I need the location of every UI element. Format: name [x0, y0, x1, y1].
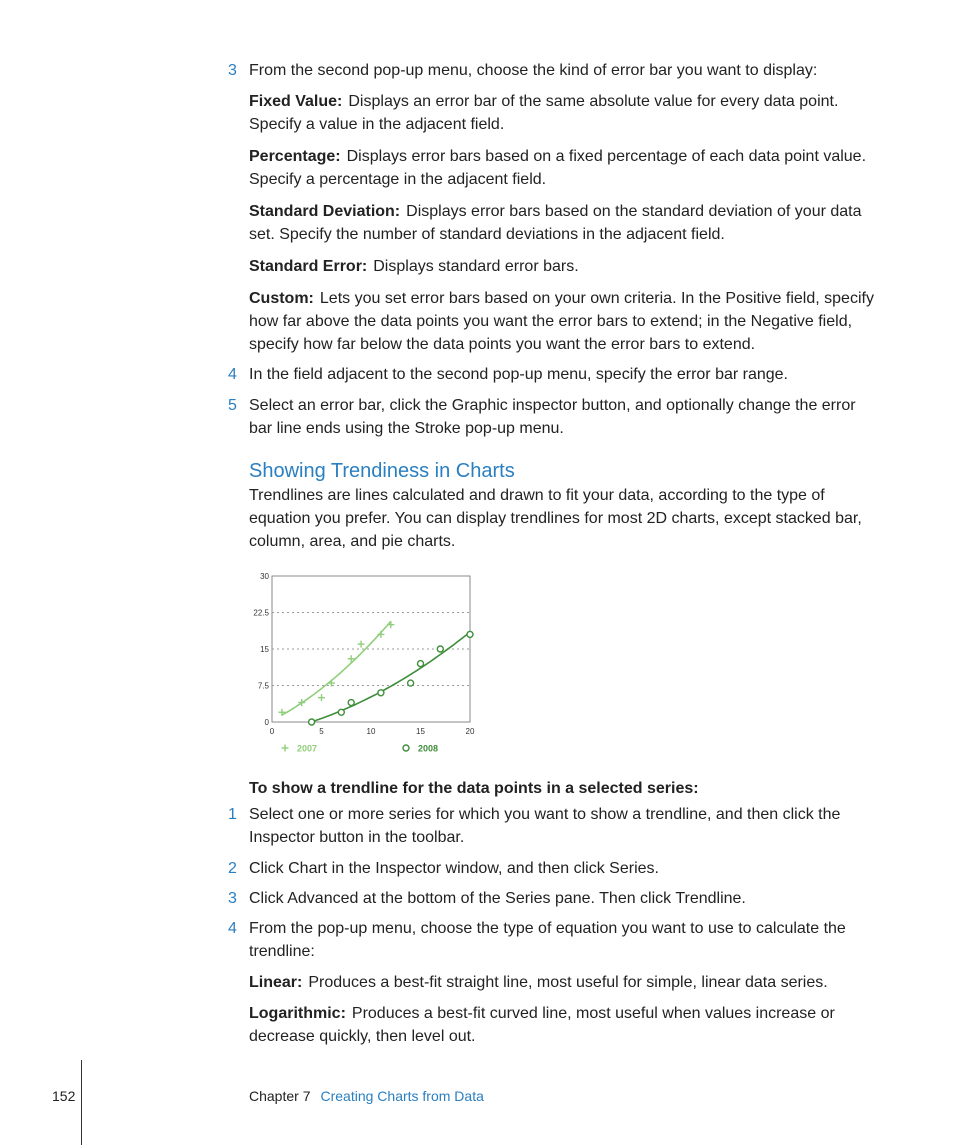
- legend-marker-2008: [403, 745, 409, 751]
- procedure-title: To show a trendline for the data points in a selected series:: [249, 780, 699, 797]
- data-points: [278, 621, 473, 725]
- option-standard-deviation: [249, 200, 879, 246]
- step-3-error-bar: [228, 59, 879, 82]
- section-intro: Trendlines are lines calculated and drawn to fit your data, according to the type of equation you prefer. You can display trendlines for most 2D charts, except stacked bar, column, area, and pie charts.: [249, 487, 862, 550]
- x-tick-label: 0: [269, 727, 275, 736]
- option-fixed-value: [249, 90, 879, 136]
- option-desc: Produces a best-fit straight line, most useful for simple, linear data series.: [308, 974, 828, 991]
- option-term: Standard Deviation:: [249, 203, 401, 220]
- step-number: 2: [228, 860, 237, 877]
- trendline-2007: [282, 621, 391, 715]
- option-term: Custom:: [249, 290, 314, 307]
- option-desc: Displays error bars based on a fixed percentage of each data point value. Specify a percentage in the adjacent field.: [249, 148, 867, 188]
- option-desc: Lets you set error bars based on your own criteria. In the Positive field, specify how far above the data points you want the error bars to extend; in the Negative field, specify how far below the data points you want the error bars to extend.: [249, 290, 874, 353]
- step-text: From the pop-up menu, choose the type of equation you want to use to calculate the trendline:: [249, 920, 846, 960]
- step-text: Click Advanced at the bottom of the Series pane. Then click Trendline.: [249, 890, 746, 907]
- data-point-2008: [418, 661, 424, 667]
- y-tick-label: 7.5: [257, 681, 269, 691]
- y-tick-label: 22.5: [253, 608, 269, 618]
- data-point-2008: [437, 646, 443, 652]
- data-point-2007: [318, 694, 325, 701]
- legend-marker-2007: [282, 745, 289, 752]
- option-desc: Displays error bars based on the standard deviation of your data set. Specify the number of standard deviations in the adjacent field.: [249, 203, 862, 243]
- data-point-2008: [348, 700, 354, 706]
- option-term: Linear:: [249, 974, 303, 991]
- section-heading: Showing Trendiness in Charts: [249, 460, 515, 482]
- footer-chapter: [249, 1088, 484, 1104]
- option-desc: Displays standard error bars.: [373, 258, 579, 275]
- step-number: 5: [228, 397, 237, 414]
- option-term: Percentage:: [249, 148, 341, 165]
- option-term: Fixed Value:: [249, 93, 343, 110]
- procedure-step-2: [228, 857, 879, 880]
- option-term: Standard Error:: [249, 258, 368, 275]
- y-tick-label: 30: [260, 572, 269, 581]
- step-number: 1: [228, 806, 237, 823]
- procedure-step-1: [228, 803, 879, 849]
- y-tick-label: 0: [264, 718, 269, 727]
- trendline-chart: [240, 566, 480, 761]
- option-standard-error: [249, 255, 879, 278]
- chart-legend: [282, 744, 439, 754]
- data-point-2007: [278, 709, 285, 716]
- x-axis-ticks: [270, 727, 475, 736]
- footer-divider: [81, 1060, 82, 1145]
- data-point-2007: [358, 641, 365, 648]
- page-number: 152: [52, 1088, 76, 1104]
- step-text: Click Chart in the Inspector window, and then click Series.: [249, 860, 659, 877]
- option-custom: [249, 287, 879, 356]
- step-text: Select an error bar, click the Graphic inspector button, and optionally change the error bar line ends using the Stroke pop-up menu.: [249, 397, 856, 437]
- step-number: 3: [228, 890, 237, 907]
- data-point-2008: [378, 690, 384, 696]
- data-point-2008: [338, 709, 344, 715]
- data-point-2007: [377, 631, 384, 638]
- procedure-step-4: [228, 917, 879, 963]
- option-linear: [249, 971, 879, 994]
- data-point-2008: [467, 631, 473, 637]
- step-number: 3: [228, 62, 237, 79]
- legend-label-2007: 2007: [297, 743, 318, 754]
- procedure-step-3: [228, 887, 879, 910]
- data-point-2007: [387, 621, 394, 628]
- step-number: 4: [228, 366, 237, 383]
- x-tick-label: 20: [465, 727, 475, 736]
- data-point-2008: [408, 680, 414, 686]
- y-tick-label: 15: [260, 645, 269, 654]
- option-desc: Displays an error bar of the same absolute value for every data point. Specify a value in the adjacent field.: [249, 93, 839, 133]
- step-text: Select one or more series for which you want to show a trendline, and then click the Inspector button in the toolbar.: [249, 806, 841, 846]
- option-term: Logarithmic:: [249, 1005, 346, 1022]
- chapter-label: Chapter 7: [249, 1088, 311, 1104]
- step-5-graphic-inspector: [228, 394, 879, 440]
- chapter-title-link[interactable]: Creating Charts from Data: [320, 1088, 484, 1104]
- y-axis-ticks: [253, 572, 269, 727]
- trendlines: [282, 621, 470, 722]
- option-percentage: [249, 145, 879, 191]
- step-4-range: [228, 363, 879, 386]
- step-number: 4: [228, 920, 237, 937]
- x-tick-label: 5: [319, 727, 324, 736]
- x-tick-label: 15: [416, 727, 425, 736]
- step-text: From the second pop-up menu, choose the kind of error bar you want to display:: [249, 62, 818, 79]
- option-logarithmic: [249, 1002, 879, 1048]
- x-tick-label: 10: [366, 727, 376, 736]
- step-text: In the field adjacent to the second pop-up menu, specify the error bar range.: [249, 366, 788, 383]
- option-desc: Produces a best-fit curved line, most useful when values increase or decrease quickly, then level out.: [249, 1005, 835, 1045]
- legend-label-2008: 2008: [418, 743, 439, 754]
- data-point-2008: [309, 719, 315, 725]
